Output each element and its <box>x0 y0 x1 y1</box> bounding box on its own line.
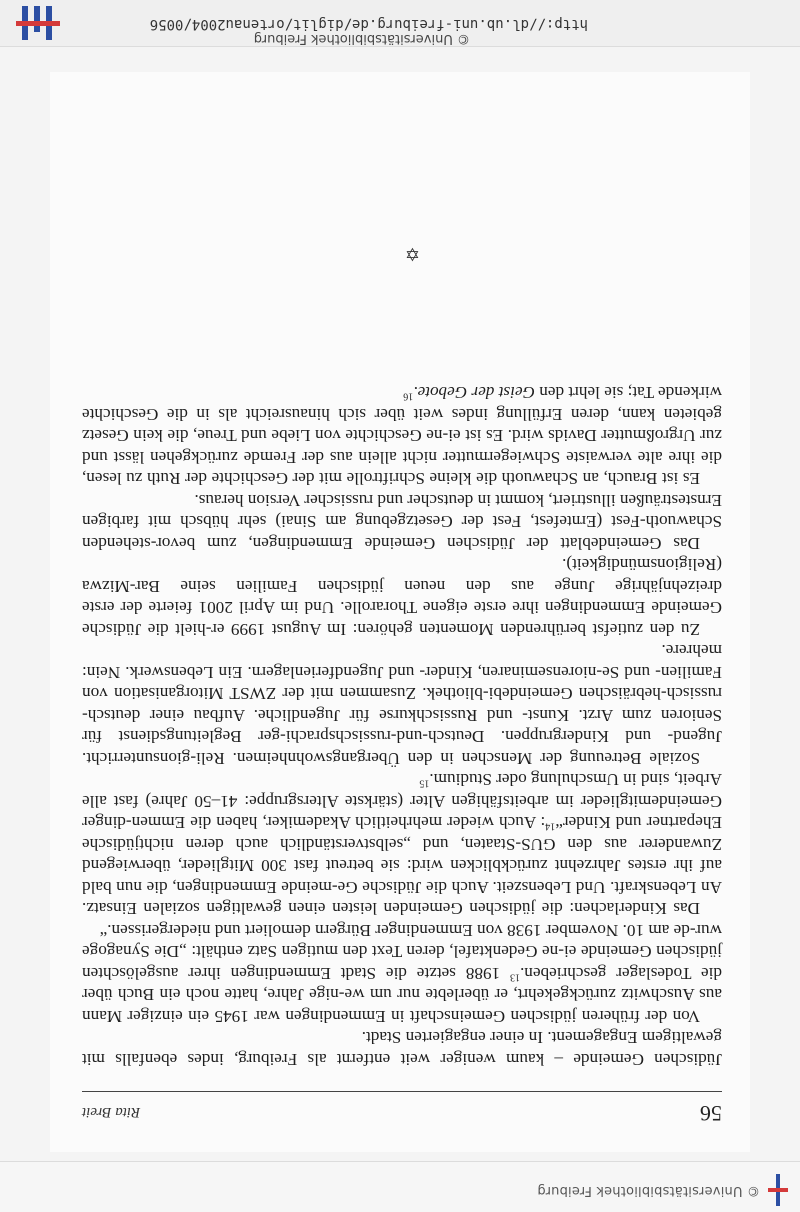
footnote-marker: 16 <box>403 391 414 403</box>
page-header <box>82 1091 722 1132</box>
copyright-text: © Universitätsbibliothek Freiburg <box>253 31 470 46</box>
paragraph: Es ist Brauch, an Schawuoth die kleine Schriftrolle mit der Geschichte der Ruth zu lesen, die ihre alte verwaiste Schwiegermutter nicht allein aus der Fremde zurückgehen lässt und zur Urgroßmutter Davids wird. Es ist ei-ne Geschichte von Liebe und Treue, die kein Gesetz gebieten kann, deren Erfüllung indes weit über sich hinausreicht als in die Geschichte wirkende Tat; sie lehrt den Geist der Gebote.$^{16}$ <box>82 383 722 489</box>
book-page <box>50 72 750 1152</box>
paragraph: Jüdischen Gemeinde – kaum weniger weit entfernt als Freiburg, indes ebenfalls mit gewaltigem Engagement. In einer engagierten Stadt. <box>82 1028 722 1069</box>
paragraph: Zu den zutiefst berührenden Momenten gehören: Im August 1999 er-hielt die Jüdische Gemeinde Emmendingen ihre erste eigene Thorarolle. Und im April 2001 feierte der erste dreizehnjährige Junge aus den neuen jüdischen Familien seine Bar-Mizwa (Religionsmündigkeit). <box>82 555 722 639</box>
page-body <box>82 382 722 1070</box>
paragraph: Von der früheren jüdischen Gemeinschaft in Emmendingen war 1945 ein einziger Mann aus Auschwitz zurückgekehrt, er überlebte nur um we-nige Jahre, hatte noch ein Buch über die Todeslager geschrieben.$^{13}$ 1988 setzte die Stadt Emmendingen ihrer ausgelöschten jüdischen Gemeinde ei-ne Gedenktafel, deren Text den mutigen Satz enthält: „Die Synagoge wur-de am 10. November 1938 von Emmendinger Bürgern demoliert und niedergerissen.“ <box>82 921 722 1026</box>
url-bar <box>0 0 800 47</box>
paragraph: Soziale Betreuung der Menschen in den Übergangswohnheimen. Reli-gionsunterricht. Jugend- und Kindergruppen. Deutsch-und-russischsprachi-ger Begleitungsdienst für Senioren zum Arzt. Kunst- und Russischkurse für Jugendliche. Aufbau einer deutsch-russisch-hebräischen Gemeindebi-bliothek. Zusammen mit der ZWST Mitorganisation von Familien- und Se-niorenseminaren, Kinder- und Jugendferienlagern. Ein Lebenswerk. Nein: mehrere. <box>82 641 722 768</box>
footnote-marker: 13 <box>510 971 521 983</box>
footnote-marker: 14 <box>545 821 556 833</box>
page-number: 56 <box>700 1101 722 1126</box>
paragraph: Das Gemeindeblatt der Jüdischen Gemeinde Emmendingen, zum bevor-stehenden Schawuoth-Fest (Erntefest, Fest der Gesetzgebung am Sinai) sehr hübsch mit farbigen Ernstesträußen illustriert, kommt in deutscher und russischer Version heraus. <box>82 491 722 553</box>
running-head: Rita Breit <box>82 1104 141 1120</box>
ub-logo-icon <box>768 1174 788 1206</box>
star-of-david-icon: ✡ <box>404 243 420 264</box>
footnote-marker: 15 <box>419 778 430 790</box>
permalink-url[interactable]: http://dl.ub.uni-freiburg.de/diglit/ortenau2004/0056 <box>149 16 588 32</box>
paragraph: Das Kinderlachen: die jüdischen Gemeinden leisten einen gewaltigen sozialen Einsatz. An Lebenskraft. Und Lebenszeit. Auch die Jüdische Ge-meinde Emmendingen, die nun bald auf ihr erstes Jahrzehnt zurückblicken wird: sie betreut fast 300 Mitglieder, überwiegend Zuwanderer aus den GUS-Staaten, und „selbstverständlich auch deren nichtjüdische Ehepartner und Kinder“$^{14}$: Auch wieder mehrheitlich Akademiker, haben die Emmen-dinger Gemeindemitglieder im arbeitsfähigen Alter (stärkste Altersgruppe: 41–50 Jahre) fast alle Arbeit, sind in Umschulung oder Studium.$^{15}$ <box>82 770 722 919</box>
watermark-bar <box>0 1161 800 1212</box>
ub-logo-icon <box>16 4 60 40</box>
watermark-text: © Universitätsbibliothek Freiburg <box>537 1183 760 1198</box>
